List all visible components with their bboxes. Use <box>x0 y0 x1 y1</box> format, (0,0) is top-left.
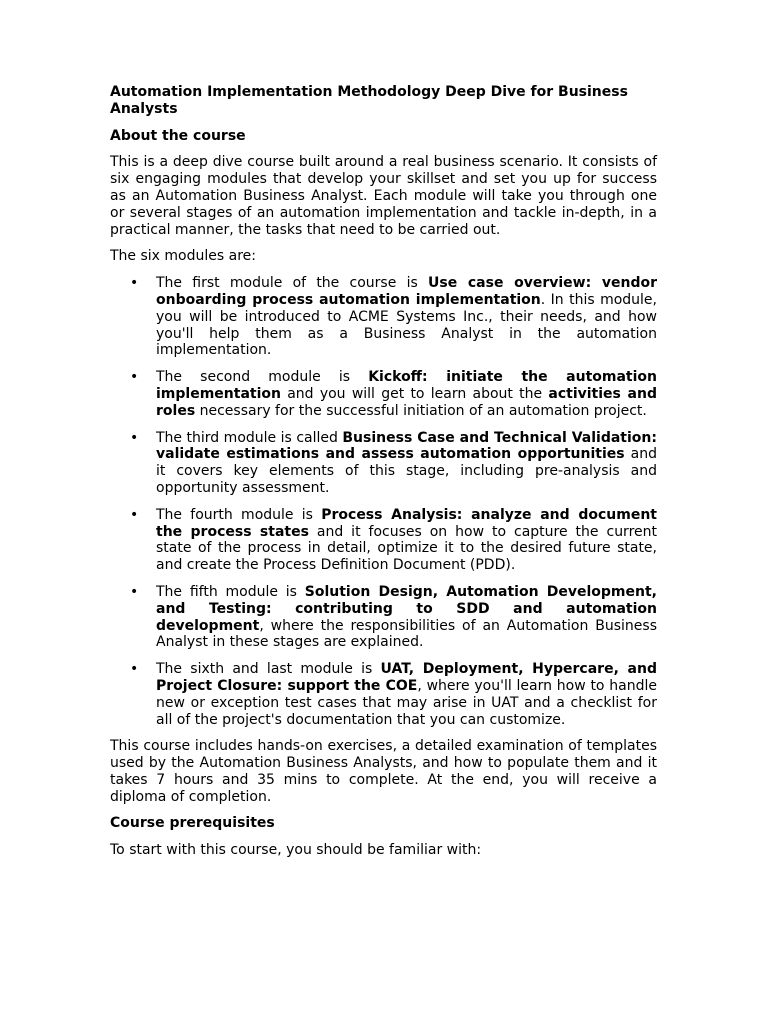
module-2-post: necessary for the successful initiation of an automation project. <box>195 402 647 419</box>
module-item-1 <box>110 275 657 359</box>
module-3-pre: The third module is called <box>156 429 343 446</box>
module-2-mid: and you will get to learn about the <box>280 385 549 402</box>
module-2-title: Kickoff: initiate the automation implementation <box>156 369 657 402</box>
module-6-title: UAT, Deployment, Hypercare, and Project Closure: support the COE <box>156 661 657 694</box>
module-2-emphasis: activities and roles <box>156 385 657 419</box>
about-heading: About the course <box>110 127 246 144</box>
module-6-post: , where you'll learn how to handle new or exception test cases that may arise in UAT and a checklist for all of the project's documentation that you can customize. <box>156 677 657 728</box>
modules-list <box>110 275 657 728</box>
prereq-heading: Course prerequisites <box>110 815 275 832</box>
bullet-icon: • <box>130 506 139 523</box>
bullet-icon: • <box>130 275 139 292</box>
bullet-icon: • <box>130 369 139 386</box>
module-item-5 <box>110 584 657 651</box>
module-5-pre: The fifth module is <box>156 583 305 600</box>
module-5-title: Solution Design, Automation Development, and Testing: contributing to SDD and automation development <box>156 583 657 634</box>
module-6-pre: The sixth and last module is <box>156 661 381 678</box>
module-3-title: Business Case and Technical Validation: validate estimations and assess automation opportunities <box>156 429 657 463</box>
module-item-2 <box>110 369 657 419</box>
closing-paragraph: This course includes hands-on exercises, a detailed examination of templates used by the Automation Business Analysts, and how to populate them and it takes 7 hours and 35 mins to complete. At the end, you will receive a diploma of completion. <box>110 738 657 805</box>
document-content <box>110 84 657 869</box>
module-4-post: and it focuses on how to capture the current state of the process in detail, optimize it to the desired future state, and create the Process Definition Document (PDD). <box>156 523 657 574</box>
bullet-icon: • <box>130 429 139 446</box>
modules-lead: The six modules are: <box>110 248 256 265</box>
module-item-3 <box>110 430 657 497</box>
module-1-post: . In this module, you will be introduced to ACME Systems Inc., their needs, and how you'll help them as a Business Analyst in the automation implementation. <box>156 291 657 359</box>
module-1-title: Use case overview: vendor onboarding process automation implementation <box>156 275 657 308</box>
module-item-4 <box>110 507 657 574</box>
bullet-icon: • <box>130 661 139 678</box>
module-3-post: and it covers key elements of this stage, including pre-analysis and opportunity assessment. <box>156 446 657 496</box>
module-4-title: Process Analysis: analyze and document the process states <box>156 506 657 540</box>
document-title: Automation Implementation Methodology Deep Dive for Business Analysts <box>110 84 628 117</box>
module-2-pre: The second module is <box>156 369 369 386</box>
module-5-post: , where the responsibilities of an Automation Business Analyst in these stages are explained. <box>156 617 657 651</box>
bullet-icon: • <box>130 583 139 600</box>
intro-paragraph: This is a deep dive course built around a real business scenario. It consists of six engaging modules that develop your skillset and set you up for success as an Automation Business Analyst. Each module will take you through one or several stages of an automation implementation and tackle in-depth, in a practical manner, the tasks that need to be carried out. <box>110 154 657 238</box>
prereq-intro: To start with this course, you should be familiar with: <box>110 842 482 859</box>
module-4-pre: The fourth module is <box>156 506 322 523</box>
module-item-6 <box>110 661 657 728</box>
module-1-pre: The first module of the course is <box>156 275 428 292</box>
